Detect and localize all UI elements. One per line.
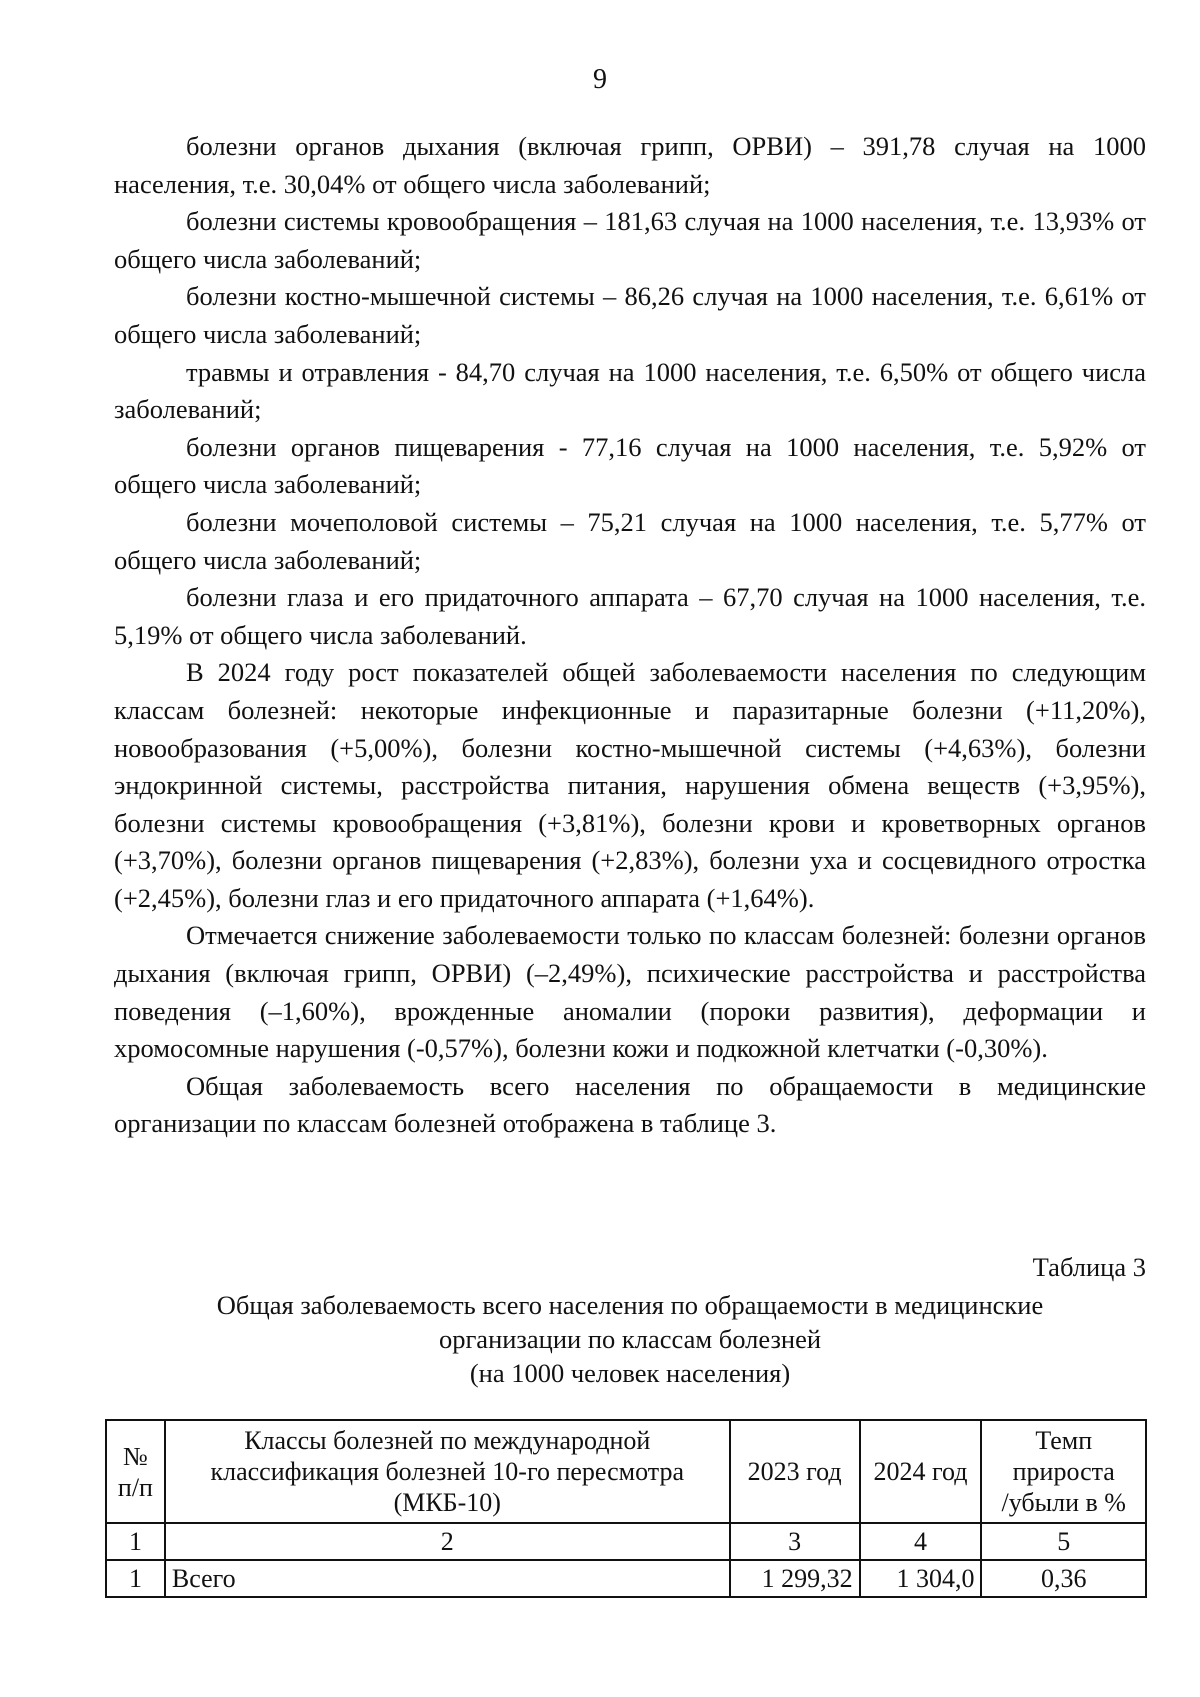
header-rate [981,1420,1146,1523]
row-num: 1 [106,1560,165,1597]
morbidity-table [105,1419,1147,1598]
table-title-line: (на 1000 человек населения) [469,1358,791,1388]
paragraph-growth: В 2024 году рост показателей общей заболеваемости населения по следующим классам болезней: некоторые инфекционные и паразитарные болезни (+11,20%), новообразования (+5,00%), болезни костно-мышечной системы (+4,63%), болезни эндокринной системы, расстройства питания, нарушения обмена веществ (+3,95%), болезни системы кровообращения (+3,81%), болезни крови и кроветворных органов (+3,70%), болезни органов пищеварения (+2,83%), болезни уха и сосцевидного отростка (+2,45%), болезни глаз и его придаточного аппарата (+1,64%). [114,657,1146,913]
paragraph-digestive: болезни органов пищеварения - 77,16 случая на 1000 населения, т.е. 5,92% от общего числа заболеваний; [114,431,1146,500]
table-title-line: организации по классам болезней [438,1324,822,1354]
row-2024: 1 304,0 [860,1560,982,1597]
column-number: 5 [981,1523,1146,1560]
paragraph-genitourinary: болезни мочеполовой системы – 75,21 случая на 1000 населения, т.е. 5,77% от общего числа заболеваний; [114,506,1146,575]
table-label: Таблица 3 [1032,1252,1146,1282]
column-number: 3 [730,1523,860,1560]
paragraph-decline: Отмечается снижение заболеваемости только по классам болезней: болезни органов дыхания (включая грипп, ОРВИ) (–2,49%), психические расстройства и расстройства поведения (–1,60%), врожденные аномалии (пороки развития), деформации и хромосомные нарушения (-0,57%), болезни кожи и подкожной клетчатки (-0,30%). [114,920,1146,1064]
header-rate-line: /убыли в % [1001,1488,1126,1517]
paragraph-respiratory: болезни органов дыхания (включая грипп, ОРВИ) – 391,78 случая на 1000 населения, т.е. 30,04% от общего числа заболеваний; [114,131,1146,199]
header-rate-line: прироста [1012,1457,1115,1486]
header-rate-line: Темп [1035,1426,1093,1455]
row-class: Всего [165,1560,730,1597]
paragraph-injuries: травмы и отравления - 84,70 случая на 1000 населения, т.е. 6,50% от общего числа заболеваний; [114,356,1146,425]
body-text [114,128,1146,1143]
column-number: 1 [106,1523,165,1560]
row-2023: 1 299,32 [730,1560,860,1597]
row-rate: 0,36 [981,1560,1146,1597]
paragraph-eye: болезни глаза и его придаточного аппарата – 67,70 случая на 1000 населения, т.е. 5,19% от общего числа заболеваний. [114,582,1146,650]
paragraph-musculoskeletal: болезни костно-мышечной системы – 86,26 случая на 1000 населения, т.е. 6,61% от общего числа заболеваний; [114,281,1146,349]
table-title [114,1288,1146,1390]
header-num [106,1420,165,1523]
header-class-line: (МКБ-10) [393,1488,501,1517]
table-row [106,1560,1146,1597]
header-class [165,1420,730,1523]
table-title-line: Общая заболеваемость всего населения по обращаемости в медицинские [216,1290,1044,1320]
page-number: 9 [593,64,607,95]
header-num-line: № [123,1441,148,1471]
header-num-line: п/п [117,1472,153,1502]
header-2024: 2024 год [860,1420,982,1523]
column-number: 4 [860,1523,982,1560]
table-header-row [106,1420,1146,1523]
header-class-line: классификация болезней 10-го пересмотра [210,1457,684,1486]
paragraph-table-reference: Общая заболеваемость всего населения по обращаемости в медицинские организации по классам болезней отображена в таблице 3. [114,1070,1146,1139]
column-number: 2 [165,1523,730,1560]
header-2023: 2023 год [730,1420,860,1523]
column-number-row [106,1523,1146,1560]
header-class-line: Классы болезней по международной [244,1426,651,1455]
paragraph-circulatory: болезни системы кровообращения – 181,63 случая на 1000 населения, т.е. 13,93% от общего числа заболеваний; [114,206,1146,274]
